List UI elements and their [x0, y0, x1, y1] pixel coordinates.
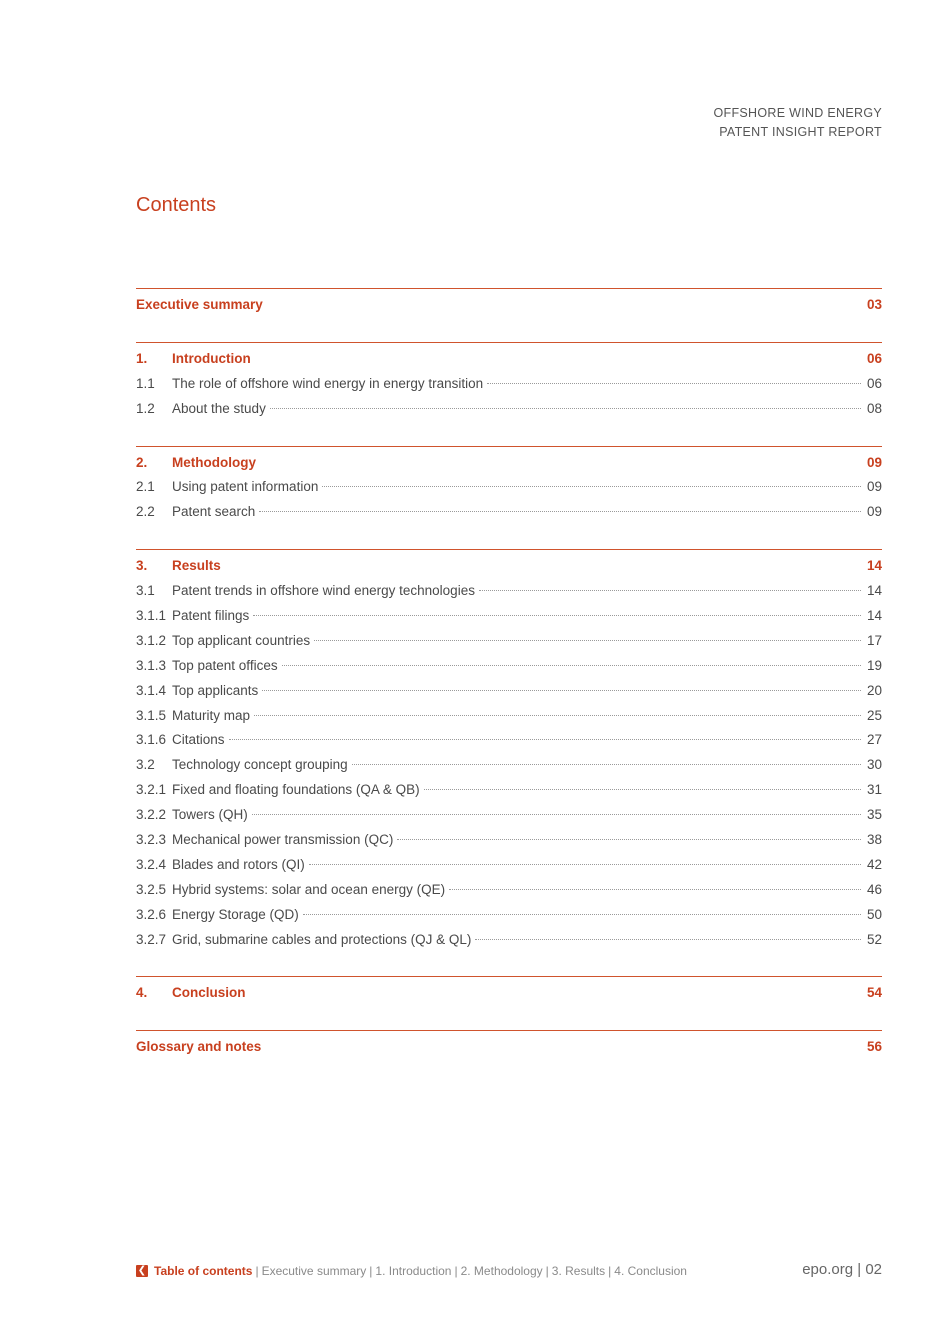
toc-entry[interactable]	[136, 654, 882, 679]
toc-dot-leader	[262, 690, 861, 691]
toc-entry-label: Top patent offices	[172, 657, 278, 673]
footer-link-methodology[interactable]: 2. Methodology	[460, 1264, 543, 1278]
toc-entry-page: 14	[866, 608, 882, 624]
toc-heading-methodology[interactable]	[136, 451, 882, 476]
toc-entry-page: 19	[866, 657, 882, 673]
toc-dot-leader	[282, 665, 861, 666]
toc-entry-page: 09	[866, 479, 882, 495]
report-header	[713, 104, 882, 142]
toc-heading-page: 54	[866, 985, 882, 1001]
toc-entry-label: Using patent information	[172, 479, 319, 495]
toc-heading-number: 1.	[136, 350, 148, 366]
toc-section-introduction	[136, 342, 882, 422]
toc-entry-label: Grid, submarine cables and protections (QJ & QL)	[172, 931, 472, 947]
toc-entry[interactable]	[136, 604, 882, 629]
page-number: 02	[865, 1261, 882, 1278]
toc-entry-page: 46	[866, 881, 882, 897]
toc-entry-number: 2.2	[136, 504, 155, 520]
toc-entry-page: 31	[866, 782, 882, 798]
toc-heading-page: 09	[866, 454, 882, 470]
toc-entry[interactable]	[136, 903, 882, 928]
toc-dot-leader	[322, 486, 861, 487]
toc-entry[interactable]	[136, 753, 882, 778]
toc-dot-leader	[397, 839, 861, 840]
toc-entry[interactable]	[136, 778, 882, 803]
footer-separator: |	[608, 1264, 612, 1278]
toc-entry[interactable]	[136, 828, 882, 853]
toc-entry-page: 35	[866, 807, 882, 823]
toc-heading-label: Glossary and notes	[136, 1039, 262, 1055]
toc-dot-leader	[479, 590, 861, 591]
toc-entry[interactable]	[136, 397, 882, 422]
toc-entry-page: 50	[866, 906, 882, 922]
toc-heading-number: 4.	[136, 985, 148, 1001]
toc-dot-leader	[424, 789, 861, 790]
toc-entry-label: Maturity map	[172, 707, 251, 723]
toc-entry-page: 06	[866, 375, 882, 391]
toc-entry[interactable]	[136, 803, 882, 828]
footer-link-table-of-contents[interactable]: Table of contents	[154, 1264, 253, 1278]
footer-separator: |	[369, 1264, 373, 1278]
chevron-left-icon[interactable]: ❮	[137, 1265, 147, 1276]
header-line-1: OFFSHORE WIND ENERGY	[713, 106, 882, 120]
toc-section-methodology	[136, 446, 882, 526]
toc-entry-page: 30	[866, 757, 882, 773]
toc-heading-results[interactable]	[136, 554, 882, 579]
footer-navigation	[136, 1264, 687, 1278]
toc-entry-page: 09	[866, 504, 882, 520]
toc-entry[interactable]	[136, 500, 882, 525]
toc-entry-label: Technology concept grouping	[172, 757, 348, 773]
toc-entry-label: Top applicant countries	[172, 632, 311, 648]
toc-dot-leader	[254, 715, 861, 716]
toc-entry-number: 3.2.5	[136, 881, 167, 897]
footer-separator: |	[545, 1264, 549, 1278]
toc-dot-leader	[449, 889, 861, 890]
toc-entry-number: 3.1.6	[136, 732, 167, 748]
toc-section-conclusion	[136, 976, 882, 1006]
toc-heading-glossary[interactable]	[136, 1035, 882, 1060]
toc-section-glossary	[136, 1030, 882, 1060]
toc-entry-page: 08	[866, 400, 882, 416]
toc-entry-label: Mechanical power transmission (QC)	[172, 832, 394, 848]
toc-entry[interactable]	[136, 579, 882, 604]
toc-entry-number: 3.2.4	[136, 856, 167, 872]
footer-separator: |	[255, 1264, 259, 1278]
toc-entry[interactable]	[136, 728, 882, 753]
toc-dot-leader	[270, 408, 861, 409]
footer-link-executive-summary[interactable]: Executive summary	[261, 1264, 367, 1278]
toc-heading-executive[interactable]	[136, 293, 882, 318]
toc-entry-number: 3.1	[136, 583, 155, 599]
toc-entry-label: Hybrid systems: solar and ocean energy (QE)	[172, 881, 446, 897]
toc-entry-number: 3.1.2	[136, 632, 167, 648]
footer-link-conclusion[interactable]: 4. Conclusion	[614, 1264, 687, 1278]
toc-entry-page: 52	[866, 931, 882, 947]
toc-dot-leader	[314, 640, 861, 641]
toc-entry[interactable]	[136, 928, 882, 953]
toc-entry[interactable]	[136, 475, 882, 500]
toc-dot-leader	[259, 511, 861, 512]
toc-dot-leader	[252, 814, 861, 815]
toc-entry-number: 3.1.4	[136, 682, 167, 698]
toc-heading-page: 14	[866, 558, 882, 574]
toc-heading-number: 2.	[136, 454, 148, 470]
toc-entry-label: About the study	[172, 400, 266, 416]
toc-dot-leader	[475, 939, 861, 940]
toc-heading-conclusion[interactable]	[136, 981, 882, 1006]
toc-entry-label: Blades and rotors (QI)	[172, 856, 305, 872]
toc-entry-number: 3.2	[136, 757, 155, 773]
toc-heading-label: Methodology	[172, 454, 256, 470]
toc-section-results	[136, 549, 882, 952]
toc-heading-page: 06	[866, 350, 882, 366]
toc-heading-label: Executive summary	[136, 297, 263, 312]
toc-dot-leader	[309, 864, 861, 865]
footer-link-introduction[interactable]: 1. Introduction	[375, 1264, 452, 1278]
toc-entry-label: Energy Storage (QD)	[172, 906, 299, 922]
toc-entry-label: Patent trends in offshore wind energy technologies	[172, 583, 475, 599]
toc-entry[interactable]	[136, 372, 882, 397]
toc-entry-page: 25	[866, 707, 882, 723]
toc-entry-page: 20	[866, 682, 882, 698]
toc-entry-label: Towers (QH)	[172, 807, 248, 823]
page-title: Contents	[136, 194, 217, 216]
toc-entry[interactable]	[136, 679, 882, 704]
toc-heading-label: Conclusion	[172, 985, 246, 1001]
toc-entry-number: 1.1	[136, 375, 155, 391]
toc-entry-number: 3.2.3	[136, 832, 167, 848]
toc-entry-number: 3.2.2	[136, 807, 167, 823]
toc-entry-number: 2.1	[136, 479, 155, 495]
toc-entry-number: 3.1.3	[136, 657, 167, 673]
toc-entry-label: Patent search	[172, 504, 256, 520]
toc-entry-number: 3.1.5	[136, 707, 167, 723]
table-of-contents	[136, 288, 882, 1084]
toc-entry[interactable]	[136, 704, 882, 729]
toc-heading-number: 3.	[136, 558, 148, 574]
toc-entry-page: 42	[866, 856, 882, 872]
toc-entry-number: 1.2	[136, 400, 155, 416]
toc-entry-label: Patent filings	[172, 608, 250, 624]
toc-heading-label: Introduction	[172, 350, 251, 366]
toc-heading-introduction[interactable]	[136, 347, 882, 372]
toc-entry[interactable]	[136, 878, 882, 903]
footer-separator: |	[857, 1261, 862, 1278]
page-footer-right	[802, 1261, 882, 1278]
toc-section-executive	[136, 288, 882, 318]
footer-separator: |	[454, 1264, 458, 1278]
site-link[interactable]: epo.org	[802, 1261, 854, 1278]
header-line-2: PATENT INSIGHT REPORT	[719, 125, 882, 139]
toc-dot-leader	[352, 764, 861, 765]
toc-entry-page: 38	[866, 832, 882, 848]
toc-entry-label: Citations	[172, 732, 225, 748]
toc-entry-number: 3.2.1	[136, 782, 167, 798]
toc-dot-leader	[253, 615, 861, 616]
toc-dot-leader	[487, 383, 861, 384]
toc-heading-label: Results	[172, 558, 221, 574]
toc-entry-number: 3.2.7	[136, 931, 167, 947]
toc-entry-number: 3.1.1	[136, 608, 167, 624]
toc-entry-label: Top applicants	[172, 682, 259, 698]
toc-dot-leader	[229, 739, 861, 740]
toc-entry-page: 14	[866, 583, 882, 599]
toc-dot-leader	[303, 914, 861, 915]
toc-entry-label: The role of offshore wind energy in energy transition	[172, 375, 484, 391]
footer-link-results[interactable]: 3. Results	[551, 1264, 606, 1278]
toc-entry[interactable]	[136, 853, 882, 878]
toc-entry-number: 3.2.6	[136, 906, 167, 922]
toc-heading-page: 56	[866, 1039, 882, 1055]
toc-entry-page: 27	[866, 732, 882, 748]
toc-heading-page: 03	[866, 297, 882, 312]
toc-entry-label: Fixed and floating foundations (QA & QB)	[172, 782, 420, 798]
toc-entry[interactable]	[136, 629, 882, 654]
toc-entry-page: 17	[866, 632, 882, 648]
